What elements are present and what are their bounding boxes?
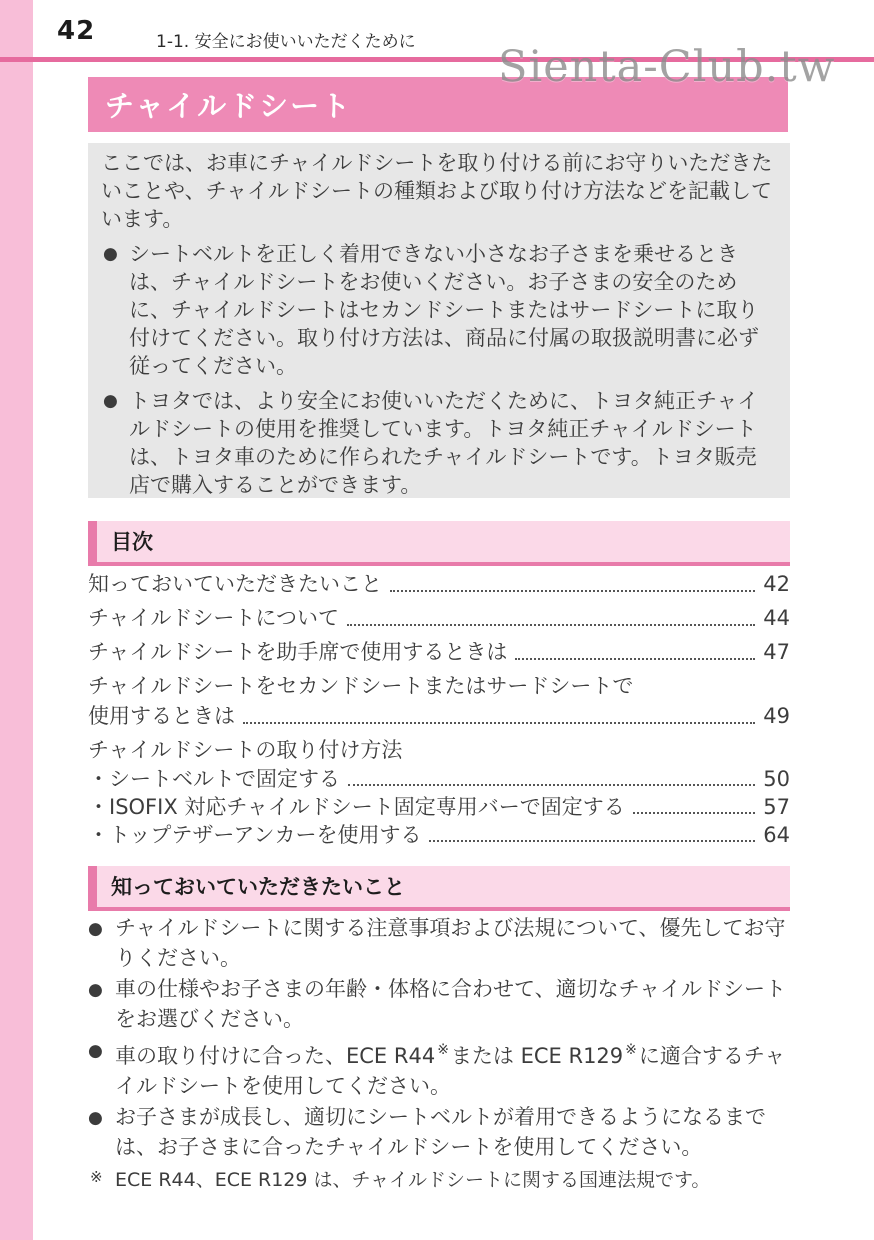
notes-section-header: [88, 866, 790, 911]
toc-page-number: 44: [763, 606, 790, 630]
toc-entry-label: チャイルドシートについて: [88, 606, 339, 630]
toc-entry: [88, 603, 790, 633]
toc-page-number: 57: [763, 795, 790, 819]
toc-entry-label: ・ISOFIX 対応チャイルドシート固定専用バーで固定する: [88, 795, 625, 819]
toc-leader-dots: [429, 840, 755, 842]
toc-section-header: [88, 521, 790, 566]
intro-bullet-item: [101, 240, 775, 380]
note-bullet-text: チャイルドシートに関する注意事項および法規について、優先してお守りください。: [115, 916, 786, 970]
reference-mark-icon: ※: [90, 1168, 103, 1186]
note-bullet-text: または ECE R129: [450, 1044, 624, 1068]
sidebar-color-strip: [0, 0, 33, 1240]
footnote-text: ECE R44、ECE R129 は、チャイルドシートに関する国連法規です。: [115, 1169, 711, 1191]
toc-entry-label: ・トップテザーアンカーを使用する: [88, 823, 422, 847]
bullet-dot-icon: ●: [103, 244, 118, 264]
note-bullet-item: [88, 913, 790, 973]
bullet-dot-icon: ●: [88, 1108, 103, 1128]
toc-group-label: チャイルドシートの取り付け方法: [88, 738, 403, 762]
footnote: [88, 1165, 790, 1195]
bullet-dot-icon: ●: [88, 980, 103, 1000]
toc-entry-label: 知っておいていただきたいこと: [88, 572, 382, 596]
toc-entry: [88, 569, 790, 599]
toc-page-number: 42: [763, 572, 790, 596]
toc-leader-dots: [243, 722, 755, 724]
toc-entry-label: チャイルドシートを助手席で使用するときは: [88, 640, 508, 664]
reference-mark-icon: ※: [625, 1042, 637, 1058]
note-bullet-text: お子さまが成長し、適切にシートベルトが着用できるようになるまでは、お子さまに合ったチャイルドシートを使用してください。: [115, 1105, 766, 1159]
toc-entry-label: チャイルドシートをセカンドシートまたはサードシートで: [88, 674, 634, 698]
toc-entry-continuation: [88, 701, 790, 731]
page-number: 42: [57, 16, 96, 46]
toc-entry-group: [88, 735, 790, 849]
notes-heading: 知っておいていただきたいこと: [111, 875, 405, 899]
note-bullet-item: [88, 974, 790, 1034]
bullet-dot-icon: ●: [103, 391, 118, 411]
intro-bullet-item: [101, 387, 775, 498]
breadcrumb: 1-1. 安全にお使いいただくために: [156, 32, 416, 52]
toc-subentry: [88, 793, 790, 821]
page-title: チャイルドシート: [105, 89, 353, 123]
bullet-dot-icon: ●: [88, 1041, 103, 1061]
toc-entry-label: ・シートベルトで固定する: [88, 767, 340, 791]
toc-subentry: [88, 765, 790, 793]
toc-page-number: 64: [763, 823, 790, 847]
toc-leader-dots: [348, 784, 755, 786]
note-bullet-text: に適合するチャイルドシートを使用してください。: [115, 1044, 786, 1098]
toc-leader-dots: [633, 812, 756, 814]
intro-bullet-text: トヨタでは、より安全にお使いいただくために、トヨタ純正チャイルドシートの使用を推奨しています。トヨタ純正チャイルドシートは、トヨタ車のために作られたチャイルドシートです。トヨタ販売店で購入することができます。: [129, 389, 759, 497]
toc-page-number: 50: [763, 767, 790, 791]
toc-leader-dots: [347, 624, 755, 626]
note-bullet-text: 車の取り付けに合った、ECE R44: [115, 1044, 436, 1068]
note-bullet-item: [88, 1035, 790, 1101]
toc-entry: [88, 671, 790, 731]
toc-page-number: 47: [763, 640, 790, 664]
toc-leader-dots: [390, 590, 755, 592]
watermark: Sienta-Club.tw: [498, 42, 836, 92]
toc-entry: [88, 637, 790, 667]
intro-lead-text: ここでは、お車にチャイルドシートを取り付ける前にお守りいただきたいことや、チャイルドシートの種類および取り付け方法などを記載しています。: [101, 151, 773, 231]
intro-bullet-text: シートベルトを正しく着用できない小さなお子さまを乗せるときは、チャイルドシートをお使いください。お子さまの安全のために、チャイルドシートはセカンドシートまたはサードシートに取り付けてください。取り付け方法は、商品に付属の取扱説明書に必ず従ってください。: [129, 242, 759, 378]
note-bullet-text: 車の仕様やお子さまの年齢・体格に合わせて、適切なチャイルドシートをお選びください。: [115, 977, 786, 1031]
note-bullet-item: [88, 1102, 790, 1162]
reference-mark-icon: ※: [437, 1042, 449, 1058]
toc-entry-label: 使用するときは: [88, 704, 235, 728]
notes-list: [88, 913, 790, 1195]
toc-page-number: 49: [763, 704, 790, 728]
toc-list: [88, 569, 790, 849]
toc-leader-dots: [515, 658, 755, 660]
intro-info-box: [88, 143, 790, 498]
toc-subentry: [88, 821, 790, 849]
bullet-dot-icon: ●: [88, 919, 103, 939]
toc-heading: 目次: [111, 530, 153, 554]
